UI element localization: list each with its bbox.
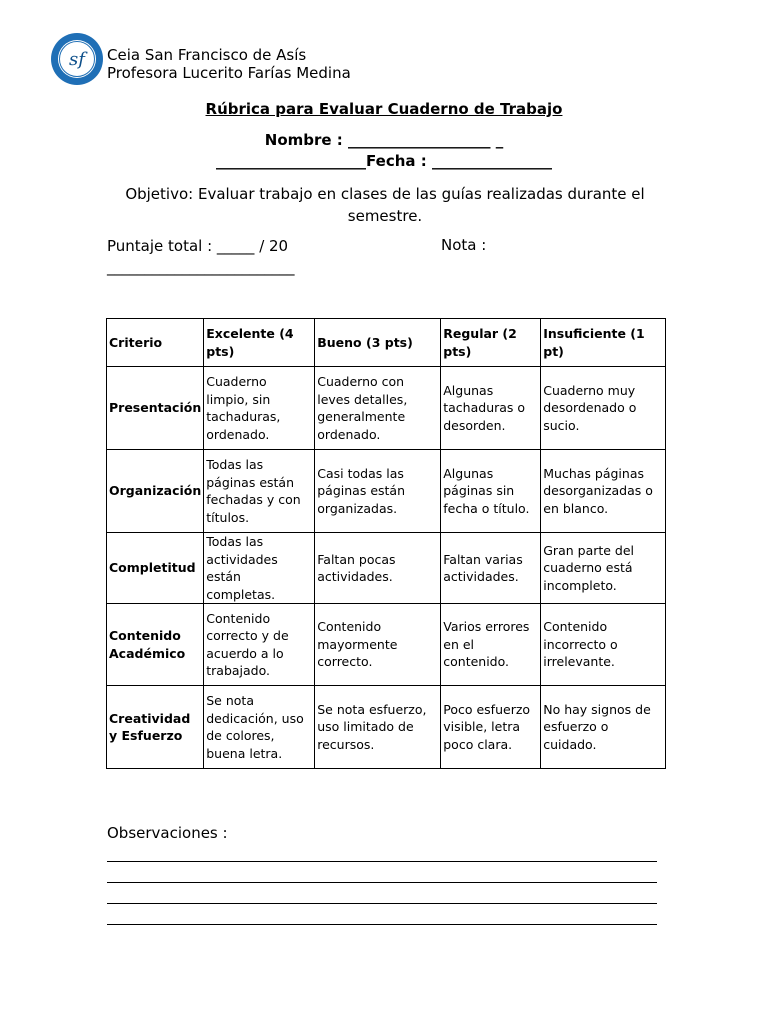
date-field[interactable]: ____________________Fecha : ________________: [216, 152, 552, 170]
school-name: Ceia San Francisco de Asís: [107, 46, 307, 64]
table-cell: Contenido incorrecto o irrelevante.: [541, 604, 666, 686]
observations-label: Observaciones :: [107, 824, 228, 842]
table-cell: Casi todas las páginas están organizadas.: [315, 450, 441, 533]
table-header-row: [107, 319, 666, 367]
table-cell: Todas las actividades están completas.: [204, 533, 315, 604]
logo-monogram: sf: [69, 49, 85, 70]
rubric-table: [106, 318, 666, 769]
table-cell: Todas las páginas están fechadas y con títulos.: [204, 450, 315, 533]
grade-label: Nota :: [441, 236, 487, 254]
table-cell: Cuaderno limpio, sin tachaduras, ordenado.: [204, 367, 315, 450]
school-logo-icon: [50, 32, 104, 86]
criterion-cell: Completitud: [107, 533, 204, 604]
header-cell: Excelente (4 pts): [204, 319, 315, 367]
table-cell: Cuaderno muy desordenado o sucio.: [541, 367, 666, 450]
score-underline: _________________________: [107, 258, 295, 276]
total-score-field[interactable]: Puntaje total : _____ / 20: [107, 237, 289, 255]
teacher-name: Profesora Lucerito Farías Medina: [107, 64, 351, 82]
criterion-cell: Contenido Académico: [107, 604, 204, 686]
header-cell: Criterio: [107, 319, 204, 367]
table-row: [107, 686, 666, 769]
observations-line[interactable]: [107, 924, 657, 925]
criterion-cell: Creatividad y Esfuerzo: [107, 686, 204, 769]
table-cell: Varios errores en el contenido.: [441, 604, 541, 686]
header-cell: Regular (2 pts): [441, 319, 541, 367]
table-cell: No hay signos de esfuerzo o cuidado.: [541, 686, 666, 769]
criterion-cell: Organización: [107, 450, 204, 533]
table-cell: Poco esfuerzo visible, letra poco clara.: [441, 686, 541, 769]
table-cell: Faltan pocas actividades.: [315, 533, 441, 604]
table-cell: Algunas páginas sin fecha o título.: [441, 450, 541, 533]
page-title: Rúbrica para Evaluar Cuaderno de Trabajo: [205, 100, 563, 118]
table-cell: Algunas tachaduras o desorden.: [441, 367, 541, 450]
table-cell: Se nota dedicación, uso de colores, buena letra.: [204, 686, 315, 769]
table-row: [107, 450, 666, 533]
table-row: [107, 367, 666, 450]
table-cell: Contenido correcto y de acuerdo a lo trabajado.: [204, 604, 315, 686]
table-cell: Muchas páginas desorganizadas o en blanco.: [541, 450, 666, 533]
table-cell: Se nota esfuerzo, uso limitado de recursos.: [315, 686, 441, 769]
name-field[interactable]: Nombre : ___________________ _: [264, 131, 504, 149]
objective-text: Objetivo: Evaluar trabajo en clases de las guías realizadas durante el semestre.: [125, 185, 645, 225]
table-row: [107, 604, 666, 686]
observations-line[interactable]: [107, 903, 657, 904]
header-cell: Insuficiente (1 pt): [541, 319, 666, 367]
table-row: [107, 533, 666, 604]
table-cell: Cuaderno con leves detalles, generalmente ordenado.: [315, 367, 441, 450]
table-cell: Contenido mayormente correcto.: [315, 604, 441, 686]
table-cell: Gran parte del cuaderno está incompleto.: [541, 533, 666, 604]
observations-line[interactable]: [107, 882, 657, 883]
score-block: [107, 236, 295, 278]
observations-line[interactable]: [107, 861, 657, 862]
criterion-cell: Presentación: [107, 367, 204, 450]
table-cell: Faltan varias actividades.: [441, 533, 541, 604]
document-header: [107, 46, 351, 82]
header-cell: Bueno (3 pts): [315, 319, 441, 367]
